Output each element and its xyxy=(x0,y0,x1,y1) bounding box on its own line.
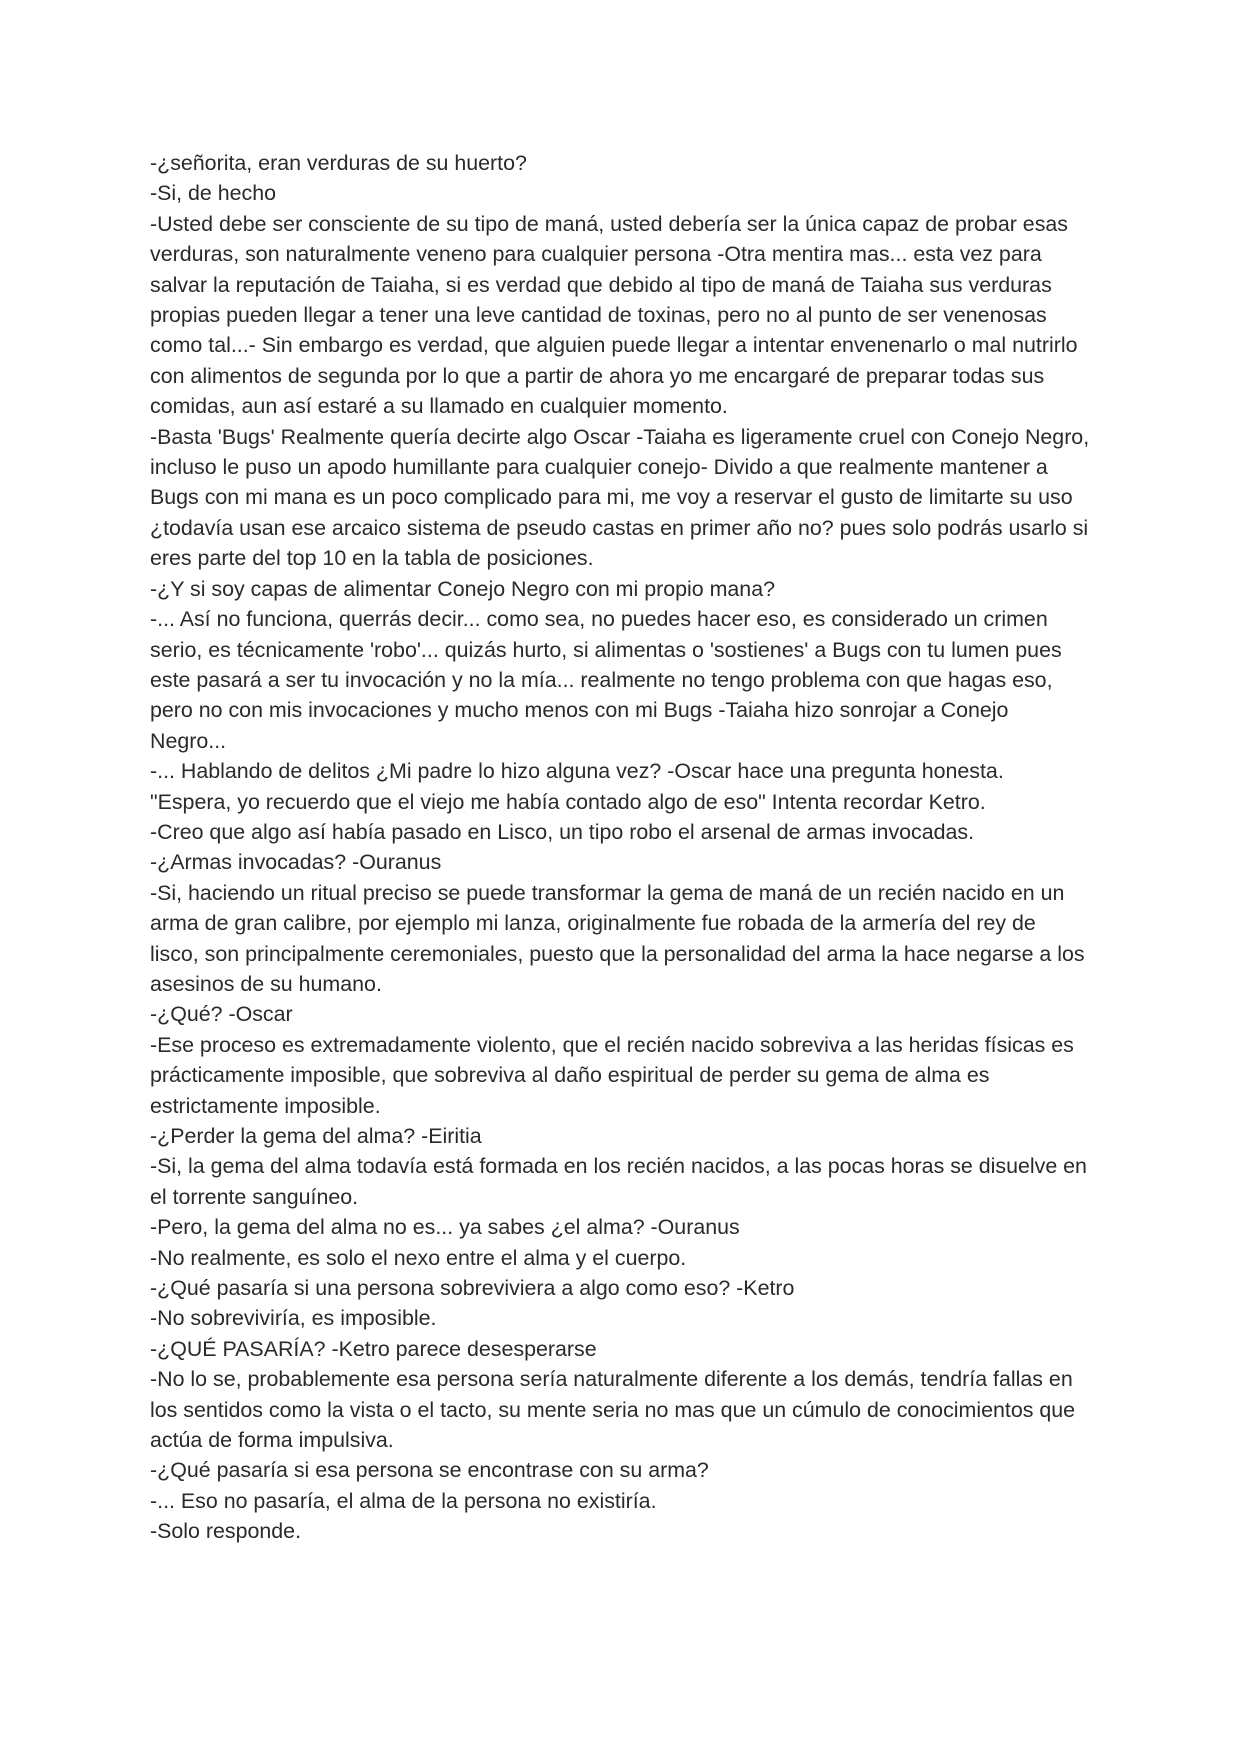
paragraph: -Pero, la gema del alma no es... ya sabes ¿el alma? -Ouranus xyxy=(150,1215,740,1240)
paragraph: -Si, haciendo un ritual preciso se puede transformar la gema de maná de un recién nacido en un arma de gran calibre, por ejemplo mi lanza, originalmente fue robada de la armería del rey de lisco, son principalmente ceremoniales, puesto que la personalidad del arma la hace negarse a los asesinos de su humano. xyxy=(150,880,1085,996)
paragraph: -Creo que algo así había pasado en Lisco, un tipo robo el arsenal de armas invocadas. xyxy=(150,819,975,844)
paragraph: -Solo responde. xyxy=(150,1519,302,1544)
paragraph: -¿señorita, eran verduras de su huerto? xyxy=(150,151,527,175)
body-text xyxy=(150,148,1090,1547)
paragraph: -... Hablando de delitos ¿Mi padre lo hizo alguna vez? -Oscar hace una pregunta honesta. "Espera, yo recuerdo que el viejo me había contado algo de eso" Intenta recordar Ketro. xyxy=(150,759,1004,814)
paragraph: -¿Qué pasaría si una persona sobreviviera a algo como eso? -Ketro xyxy=(150,1276,795,1301)
paragraph: -Si, de hecho xyxy=(150,181,277,206)
paragraph: -¿Y si soy capas de alimentar Conejo Negro con mi propio mana? xyxy=(150,576,775,601)
paragraph: -... Eso no pasaría, el alma de la persona no existiría. xyxy=(150,1488,657,1513)
paragraph: -¿Qué pasaría si esa persona se encontrase con su arma? xyxy=(150,1458,709,1483)
paragraph: -Si, la gema del alma todavía está formada en los recién nacidos, a las pocas horas se disuelve en el torrente sanguíneo. xyxy=(150,1154,1087,1209)
paragraph: -¿Perder la gema del alma? -Eiritia xyxy=(150,1124,482,1148)
paragraph: -¿QUÉ PASARÍA? -Ketro parece desesperarse xyxy=(150,1336,597,1361)
paragraph: -¿Qué? -Oscar xyxy=(150,1002,293,1027)
paragraph: -No realmente, es solo el nexo entre el alma y el cuerpo. xyxy=(150,1245,687,1270)
paragraph: -¿Armas invocadas? -Ouranus xyxy=(150,850,442,875)
paragraph: -Ese proceso es extremadamente violento, que el recién nacido sobreviva a las heridas físicas es prácticamente imposible, que sobreviva al daño espiritual de perder su gema de alma es estrictamente imposible. xyxy=(150,1032,1074,1118)
paragraph: -Usted debe ser consciente de su tipo de maná, usted debería ser la única capaz de probar esas verduras, son naturalmente veneno para cualquier persona -Otra mentira mas... esta vez para salvar la reputación de Taiaha, si es verdad que debido al tipo de maná de Taiaha sus verduras propias pueden llegar a tener una leve cantidad de toxinas, pero no al punto de ser venenosas como tal...- Sin embargo es verdad, que alguien puede llegar a intentar envenenarlo o mal nutrirlo con alimentos de segunda por lo que a partir de ahora yo me encargaré de preparar todas sus comidas, aun así estaré a su llamado en cualquier momento. xyxy=(150,211,1078,419)
paragraph: -No lo se, probablemente esa persona sería naturalmente diferente a los demás, tendría fallas en los sentidos como la vista o el tacto, su mente seria no mas que un cúmulo de conocimientos que actúa de forma impulsiva. xyxy=(150,1367,1076,1453)
paragraph: -No sobreviviría, es imposible. xyxy=(150,1306,437,1331)
paragraph: -Basta 'Bugs' Realmente quería decirte algo Oscar -Taiaha es ligeramente cruel con Conejo Negro, incluso le puso un apodo humillante para cualquier conejo- Divido a que realmente mantener a Bugs con mi mana es un poco complicado para mi, me voy a reservar el gusto de limitarte su uso ¿todavía usan ese arcaico sistema de pseudo castas en primer año no? pues solo podrás usarlo si eres parte del top 10 en la tabla de posiciones. xyxy=(150,424,1090,571)
paragraph: -... Así no funciona, querrás decir... como sea, no puedes hacer eso, es considerado un crimen serio, es técnicamente 'robo'... quizás hurto, si alimentas o 'sostienes' a Bugs con tu lumen pues este pasará a ser tu invocación y no la mía... realmente no tengo problema con que hagas eso, pero no con mis invocaciones y mucho menos con mi Bugs -Taiaha hizo sonrojar a Conejo Negro... xyxy=(150,607,1062,753)
